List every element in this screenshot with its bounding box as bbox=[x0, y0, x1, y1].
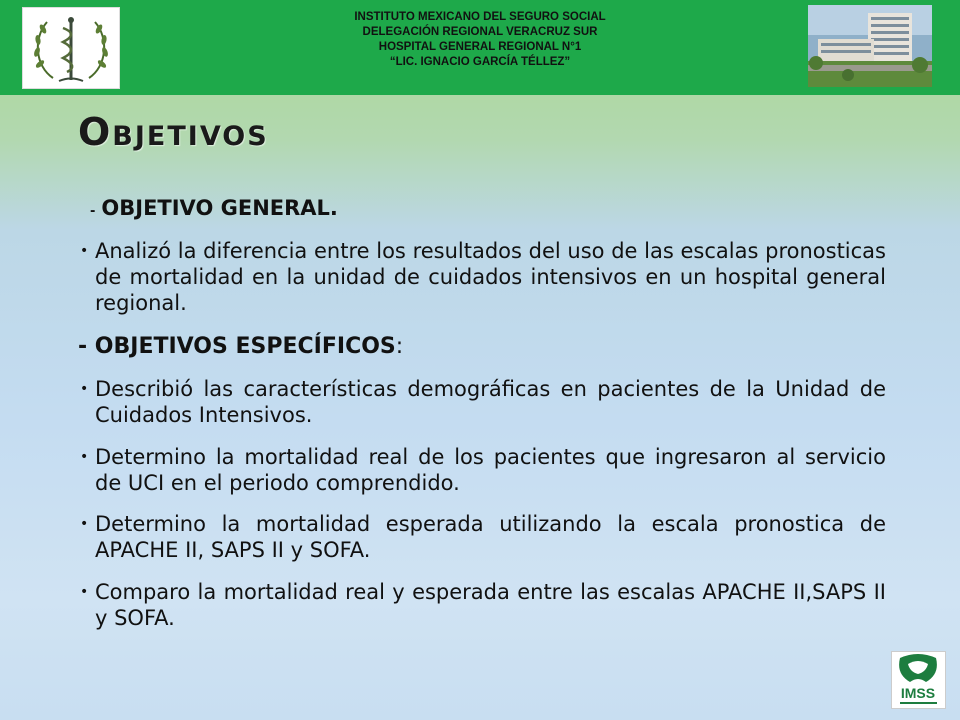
list-item bbox=[80, 579, 886, 631]
list-item-text: Determino la mortalidad esperada utilizando la escala pronostica de APACHE II, SAPS II y SOFA. bbox=[95, 512, 886, 562]
list-item bbox=[80, 238, 886, 316]
header-line: INSTITUTO MEXICANO DEL SEGURO SOCIAL bbox=[354, 11, 606, 23]
svg-text:IMSS: IMSS bbox=[900, 685, 936, 701]
general-objective-heading bbox=[90, 196, 338, 220]
page-title: Objetivos bbox=[78, 110, 269, 154]
list-item bbox=[80, 511, 886, 563]
list-item-text: Determino la mortalidad real de los pacientes que ingresaron al servicio de UCI en el periodo comprendido. bbox=[95, 445, 886, 495]
caduceus-logo bbox=[22, 7, 120, 89]
specific-heading-text: - OBJETIVOS ESPECÍFICOS bbox=[78, 334, 396, 359]
general-heading-text: OBJETIVO GENERAL. bbox=[101, 196, 338, 220]
bullet-icon: • bbox=[80, 381, 89, 397]
bullet-icon: • bbox=[80, 449, 89, 465]
specific-objectives-heading bbox=[78, 334, 403, 359]
bullet-icon: • bbox=[80, 584, 89, 600]
bullet-icon: • bbox=[80, 516, 89, 532]
institution-header bbox=[260, 10, 700, 70]
bullet-icon: • bbox=[80, 243, 89, 259]
header-line: “LIC. IGNACIO GARCÍA TÉLLEZ” bbox=[389, 56, 571, 68]
list-item bbox=[80, 376, 886, 428]
heading-colon: : bbox=[395, 334, 404, 359]
header-line: DELEGACIÓN REGIONAL VERACRUZ SUR bbox=[362, 26, 598, 38]
hospital-building-photo bbox=[808, 5, 932, 87]
heading-dash: - bbox=[90, 204, 96, 219]
list-item-text: Analizó la diferencia entre los resultados del uso de las escalas pronosticas de mortalidad en la unidad de cuidados intensivos en un hospital general regional. bbox=[95, 239, 886, 315]
imss-logo bbox=[891, 651, 946, 709]
list-item-text: Comparo la mortalidad real y esperada entre las escalas APACHE II,SAPS II y SOFA. bbox=[95, 580, 886, 630]
list-item-text: Describió las características demográficas en pacientes de la Unidad de Cuidados Intensivos. bbox=[95, 377, 886, 427]
header-line: HOSPITAL GENERAL REGIONAL N°1 bbox=[378, 41, 582, 53]
list-item bbox=[80, 444, 886, 496]
